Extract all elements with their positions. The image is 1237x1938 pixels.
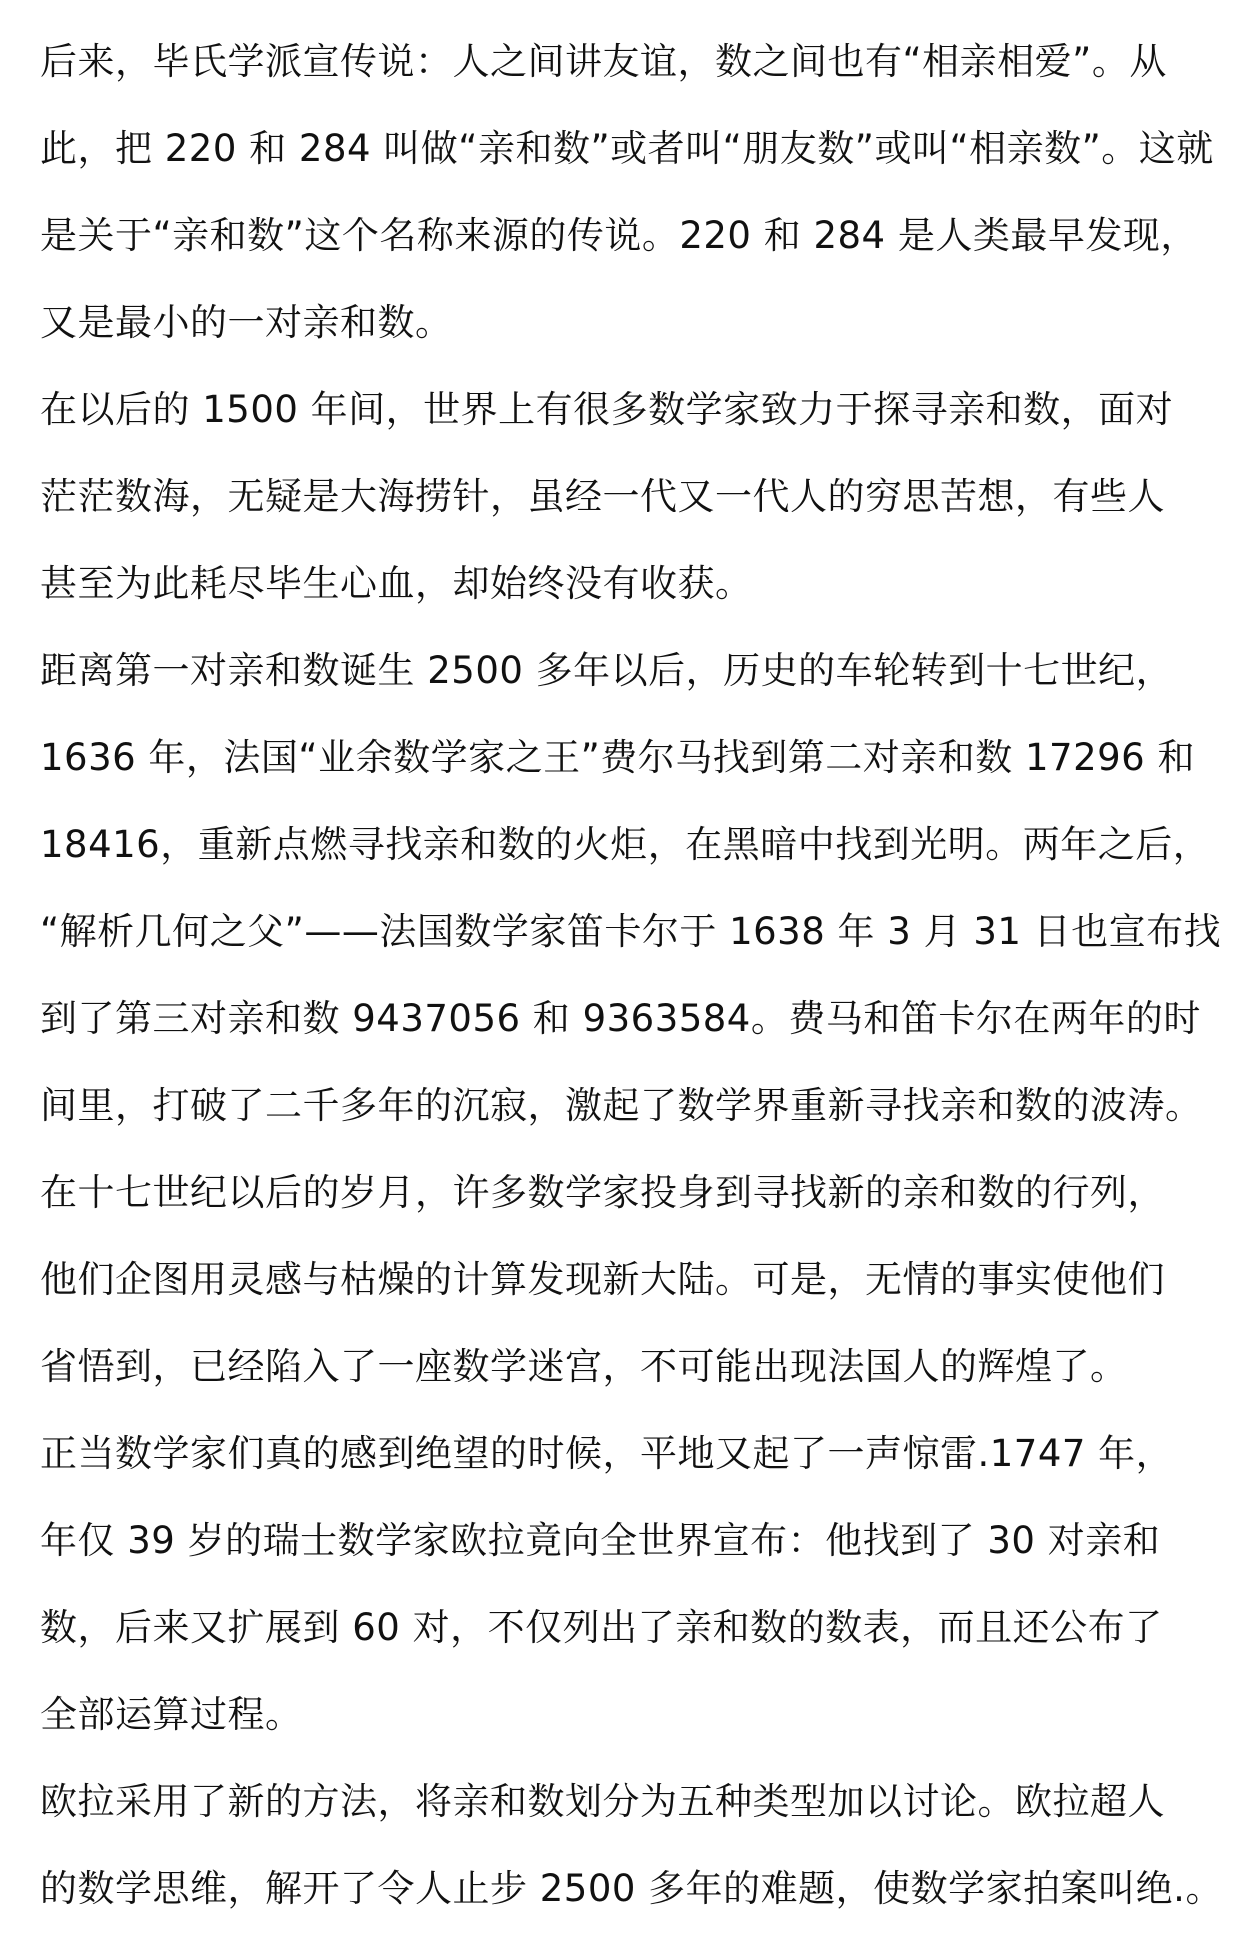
text-line-1: 后来，毕氏学派宣传说：人之间讲友谊，数之间也有“相亲相爱”。从 (40, 40, 1167, 83)
document-page (40, 18, 1223, 1932)
text-line-2: 此，把 220 和 284 叫做“亲和数”或者叫“朋友数”或叫“相亲数”。这就 (40, 127, 1214, 170)
text-line-11: “解析几何之父”——法国数学家笛卡尔于 1638 年 3 月 31 日也宣布找 (40, 910, 1222, 953)
text-line-18: 年仅 39 岁的瑞士数学家欧拉竟向全世界宣布：他找到了 30 对亲和 (40, 1519, 1161, 1562)
text-line-6: 茫茫数海，无疑是大海捞针，虽经一代又一代人的穷思苦想，有些人 (40, 475, 1165, 518)
text-line-3: 是关于“亲和数”这个名称来源的传说。220 和 284 是人类最早发现， (40, 214, 1198, 257)
text-line-21: 欧拉采用了新的方法，将亲和数划分为五种类型加以讨论。欧拉超人 (40, 1780, 1165, 1823)
text-line-8: 距离第一对亲和数诞生 2500 多年以后，历史的车轮转到十七世纪， (40, 649, 1174, 692)
text-line-7: 甚至为此耗尽毕生心血，却始终没有收获。 (40, 562, 753, 605)
text-line-17: 正当数学家们真的感到绝望的时候，平地又起了一声惊雷.1747 年， (40, 1432, 1174, 1475)
text-line-13: 间里，打破了二千多年的沉寂，激起了数学界重新寻找亲和数的波涛。 (40, 1084, 1203, 1127)
text-line-12: 到了第三对亲和数 9437056 和 9363584。费马和笛卡尔在两年的时 (40, 997, 1201, 1040)
text-line-9: 1636 年，法国“业余数学家之王”费尔马找到第二对亲和数 17296 和 (40, 736, 1195, 779)
text-line-22: 的数学思维，解开了令人止步 2500 多年的难题，使数学家拍案叫绝.。 (40, 1867, 1223, 1910)
text-line-4: 又是最小的一对亲和数。 (40, 301, 453, 344)
text-line-14: 在十七世纪以后的岁月，许多数学家投身到寻找新的亲和数的行列， (40, 1171, 1165, 1214)
text-line-20: 全部运算过程。 (40, 1693, 303, 1736)
text-line-10: 18416，重新点燃寻找亲和数的火炬，在黑暗中找到光明。两年之后， (40, 823, 1211, 866)
text-line-19: 数，后来又扩展到 60 对，不仅列出了亲和数的数表，而且还公布了 (40, 1606, 1163, 1649)
text-line-5: 在以后的 1500 年间，世界上有很多数学家致力于探寻亲和数，面对 (40, 388, 1174, 431)
text-line-16: 省悟到，已经陷入了一座数学迷宫，不可能出现法国人的辉煌了。 (40, 1345, 1128, 1388)
text-line-15: 他们企图用灵感与枯燥的计算发现新大陆。可是，无情的事实使他们 (40, 1258, 1165, 1301)
